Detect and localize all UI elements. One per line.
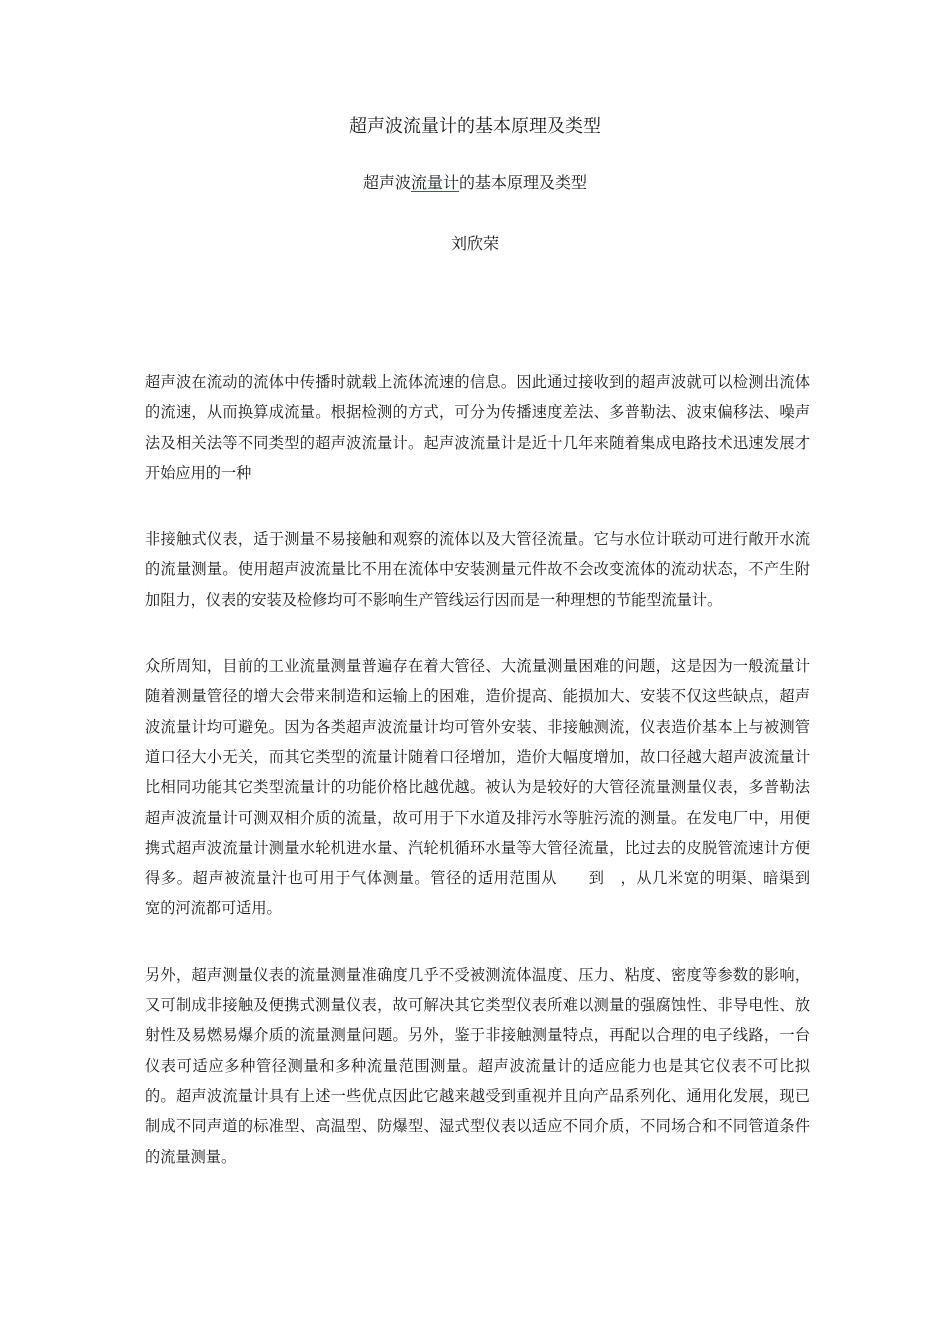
subtitle-suffix: 的基本原理及类型 xyxy=(459,173,588,192)
document-title: 超声波流量计的基本原理及类型 xyxy=(349,116,601,137)
body-paragraph: 超声波在流动的流体中传播时就载上流体流速的信息。因此通过接收到的超声波就可以检测出流体的流速，从而换算成流量。根据检测的方式，可分为传播速度差法、多普勒法、波束偏移法、噪声法及相关法等不同类型的超声波流量计。起声波流量计是近十几年来随着集成电路技术迅速发展才开始应用的一种 xyxy=(145,373,810,482)
body-paragraph: 另外，超声测量仪表的流量测量准确度几乎不受被测流体温度、压力、粘度、密度等参数的影响，又可制成非接触及便携式测量仪表，故可解决其它类型仪表所难以测量的强腐蚀性、非导电性、放射性及易燃易爆介质的流量测量问题。另外，鉴于非接触测量特点，再配以合理的电子线路，一台仪表可适应多种管径测量和多种流量范围测量。超声波流量计的适应能力也是其它仪表不可比拟的。超声波流量计具有上述一些优点因此它越来越受到重视并且向产品系列化、通用化发展，现已制成不同声道的标准型、高温型、防爆型、湿式型仪表以适应不同介质，不同场合和不同管道条件的流量测量。 xyxy=(145,965,810,1166)
document-body xyxy=(145,367,841,1208)
document-subtitle xyxy=(0,171,950,195)
body-paragraph: 众所周知，目前的工业流量测量普遍存在着大管径、大流量测量困难的问题，这是因为一般流量计随着测量管径的增大会带来制造和运输上的困难，造价提高、能损加大、安装不仅这些缺点，超声波流量计均可避免。因为各类超声波流量计均可管外安装、非接触测流，仪表造价基本上与被测管道口径大小无关，而其它类型的流量计随着口径增加，造价大幅度增加，故口径越大超声波流量计比相同功能其它类型流量计的功能价格比越优越。被认为是较好的大管径流量测量仪表，多普勒法超声波流量计可测双相介质的流量，故可用于下水道及排污水等脏污流的测量。在发电厂中，用便携式超声波流量计测量水轮机进水量、汽轮机循环水量等大管径流量，比过去的皮脱管流速计方便得多。超声被流量汁也可用于气体测量。管径的适用范围从 到 ，从几米宽的明渠、暗渠到 宽的河流都可适用。 xyxy=(145,657,841,918)
subtitle-underlined-term: 流量计 xyxy=(410,173,459,192)
document-author: 刘欣荣 xyxy=(450,234,499,253)
subtitle-prefix: 超声波 xyxy=(362,173,411,192)
body-paragraph: 非接触式仪表，适于测量不易接触和观察的流体以及大管径流量。它与水位计联动可进行敞开水流的流量测量。使用超声波流量比不用在流体中安装测量元件故不会改变流体的流动状态，不产生附加阻力，仪表的安装及检修均可不影响生产管线运行因而是一种理想的节能型流量计。 xyxy=(145,530,810,609)
